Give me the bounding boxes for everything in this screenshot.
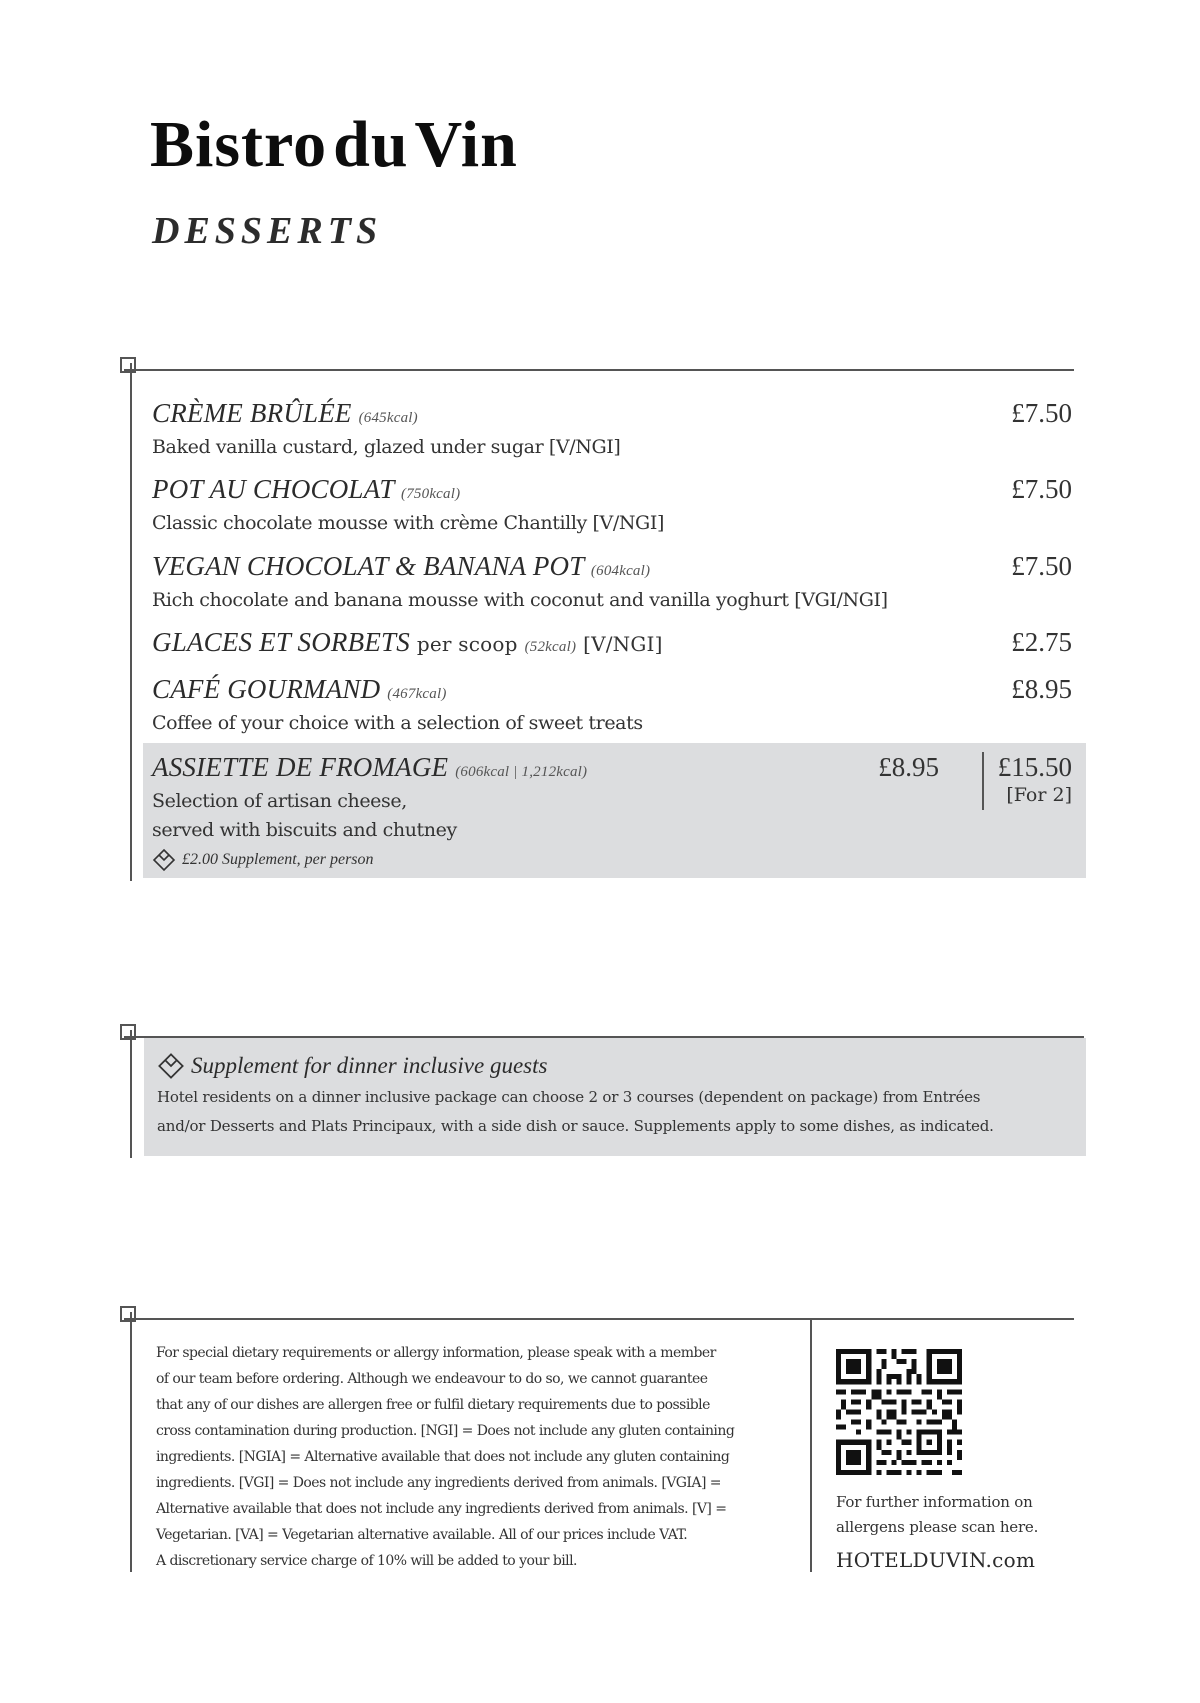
frame-top-rule	[124, 369, 1074, 371]
supplement-title-text: Supplement for dinner inclusive guests	[191, 1053, 548, 1078]
menu-item-creme-brulee	[152, 398, 1072, 462]
item-description-line1: Selection of artisan cheese,	[152, 790, 407, 812]
item-name: ASSIETTE DE FROMAGE	[152, 752, 449, 782]
item-description: Classic chocolate mousse with crème Chantilly [V/NGI]	[152, 512, 664, 534]
sharing-note: [For 2]	[1006, 784, 1072, 806]
allergen-line: Alternative available that does not include any ingredients derived from animals. [V] =	[156, 1501, 727, 1517]
allergen-line: of our team before ordering. Although we endeavour to do so, we cannot guarantee	[156, 1371, 708, 1387]
item-kcal: (645kcal)	[358, 410, 418, 426]
item-price: £8.95	[1011, 674, 1072, 704]
supplement-text: £2.00 Supplement, per person	[182, 851, 374, 868]
menu-item-glaces-et-sorbets	[152, 627, 1072, 662]
item-price: £7.50	[1011, 398, 1072, 428]
item-description: Rich chocolate and banana mousse with coconut and vanilla yoghurt [VGI/NGI]	[152, 589, 888, 611]
item-kcal: (606kcal | 1,212kcal)	[455, 764, 588, 780]
allergen-line: that any of our dishes are allergen free or fulfil dietary requirements due to possible	[156, 1397, 710, 1413]
item-inline-description: per scoop	[416, 632, 518, 656]
item-kcal: (750kcal)	[401, 486, 461, 502]
supplement-info-box	[144, 1038, 1086, 1156]
brand-word-bistro: Bistro	[150, 108, 328, 181]
frame-corner-square	[120, 1306, 136, 1322]
price-divider	[982, 752, 984, 810]
menu-item-pot-au-chocolat	[152, 474, 1072, 538]
item-name: POT AU CHOCOLAT	[152, 474, 395, 504]
item-kcal: (604kcal)	[590, 563, 651, 579]
supplement-note	[152, 848, 374, 872]
item-description-line2: served with biscuits and chutney	[152, 819, 457, 841]
item-description: Coffee of your choice with a selection of sweet treats	[152, 712, 643, 734]
qr-caption-line2: allergens please scan here.	[836, 1518, 1039, 1536]
allergen-line: Vegetarian. [VA] = Vegetarian alternative available. All of our prices include VAT.	[156, 1527, 688, 1543]
allergen-line: A discretionary service charge of 10% will be added to your bill.	[156, 1553, 577, 1569]
allergen-line: ingredients. [NGIA] = Alternative available that does not include any gluten containing	[156, 1449, 730, 1465]
item-name: VEGAN CHOCOLAT & BANANA POT	[152, 551, 584, 581]
item-description: Baked vanilla custard, glazed under sugar [V/NGI]	[152, 436, 621, 458]
website-link[interactable]: HOTELDUVIN.com	[836, 1548, 1036, 1572]
frame-left-rule	[130, 363, 132, 881]
allergen-line: ingredients. [VGI] = Does not include any ingredients derived from animals. [VGIA] =	[156, 1475, 721, 1491]
item-name: CAFÉ GOURMAND	[152, 674, 381, 704]
item-price: £7.50	[1011, 474, 1072, 504]
frame-left-rule	[130, 1030, 132, 1158]
item-kcal: (467kcal)	[387, 686, 447, 702]
price-sharing: £15.50	[997, 752, 1072, 782]
brand-logo	[150, 108, 518, 181]
item-price: £7.50	[1011, 551, 1072, 581]
frame-corner-square	[120, 357, 136, 373]
qr-caption	[836, 1490, 1038, 1540]
item-kcal: (52kcal)	[524, 639, 577, 655]
supplement-text-line1: Hotel residents on a dinner inclusive package can choose 2 or 3 courses (dependent on package) from Entrées	[157, 1088, 981, 1106]
qr-divider	[810, 1318, 812, 1572]
item-name: GLACES ET SORBETS	[152, 627, 410, 657]
brand-word-vin: Vin	[414, 108, 518, 181]
frame-top-rule	[124, 1318, 1074, 1320]
item-price: £2.75	[1011, 627, 1072, 657]
diamond-icon	[157, 1052, 185, 1080]
brand-word-du: du	[333, 108, 409, 181]
frame-left-rule	[130, 1312, 132, 1572]
allergen-line: For special dietary requirements or allergy information, please speak with a member	[156, 1345, 716, 1361]
item-dietary-tag: [V/NGI]	[583, 632, 663, 656]
allergen-line: cross contamination during production. [NGI] = Does not include any gluten containing	[156, 1423, 735, 1439]
supplement-title	[157, 1052, 1073, 1080]
supplement-text-line2: and/or Desserts and Plats Principaux, with a side dish or sauce. Supplements apply to some dishes, as indicated.	[157, 1117, 994, 1135]
diamond-icon	[152, 848, 176, 872]
page-title: DESSERTS	[152, 210, 383, 252]
item-name: CRÈME BRÛLÉE	[152, 398, 352, 428]
menu-item-vegan-chocolat-banana-pot	[152, 551, 1072, 615]
menu-item-cafe-gourmand	[152, 674, 1072, 738]
allergen-information	[156, 1340, 796, 1574]
frame-corner-square	[120, 1024, 136, 1040]
qr-code-icon[interactable]	[836, 1348, 962, 1476]
qr-caption-line1: For further information on	[836, 1493, 1033, 1511]
price-single: £8.95	[878, 752, 939, 782]
